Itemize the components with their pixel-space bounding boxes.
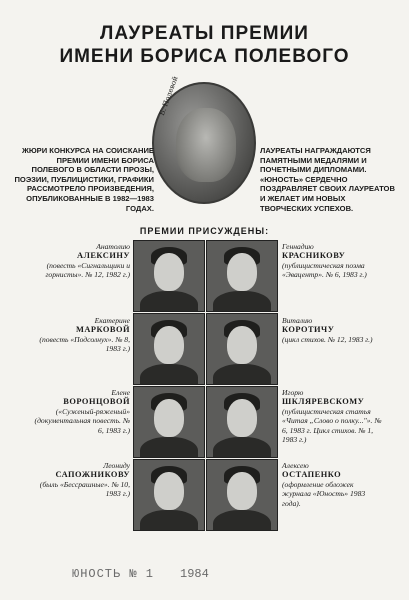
laureate-first-name: Анатолию — [96, 242, 130, 251]
laureate-description: (оформление обложек журнала «Юность» 1983 года). — [282, 479, 366, 508]
laureate-surname: КРАСНИКОВУ — [282, 251, 346, 261]
photo-shoulders — [140, 510, 198, 531]
laureate-photo — [133, 459, 205, 531]
laureate-surname: ОСТАПЕНКО — [282, 470, 342, 480]
laureate-photo — [206, 386, 278, 458]
photo-face — [154, 399, 184, 437]
laureate-surname: АЛЕКСИНУ — [77, 251, 130, 261]
laureate-first-name: Леониду — [103, 461, 130, 470]
laureate-surname: ШКЛЯРЕВСКОМУ — [282, 397, 365, 407]
laureate-photo — [133, 313, 205, 385]
title-line-2: ИМЕНИ БОРИСА ПОЛЕВОГО — [59, 46, 350, 67]
laureate-first-name: Екатерине — [94, 316, 130, 325]
awarded-heading: ПРЕМИИ ПРИСУЖДЕНЫ: — [139, 226, 270, 236]
laureate-surname: МАРКОВОЙ — [75, 325, 130, 335]
laureate-description: (повесть «Сигнальщики и горнисты». № 12, 1982 г.) — [45, 260, 130, 280]
laureate-surname: САПОЖНИКОВУ — [55, 470, 130, 480]
laureate-description: (публицистическая статья «Читая „Слово о полку..."». № 6, 1983 г. Цикл стихов. № 1, 1983 г.) — [282, 406, 382, 445]
laureate-caption — [282, 316, 382, 344]
intro-text-left: ЖЮРИ КОНКУРСА НА СОИСКАНИЕ ПРЕМИИ ИМЕНИ БОРИСА ПОЛЕВОГО В ОБЛАСТИ ПРОЗЫ, ПОЭЗИИ, ПУБЛИЦИСТИКИ, ГРАФИКИ РАССМОТРЕЛО ПРОИЗВЕДЕНИЯ, ОПУБЛИКОВАННЫЕ В 1982—1983 ГОДАХ. — [14, 146, 154, 213]
photo-shoulders — [140, 437, 198, 458]
photo-face — [154, 326, 184, 364]
laureate-caption — [282, 388, 382, 444]
laureate-description: (публицистическая поэма «Эвацентр». № 6, 1983 г.) — [282, 260, 367, 280]
laureate-caption — [282, 461, 382, 508]
laureate-first-name: Игорю — [282, 388, 304, 397]
laureate-photo — [133, 386, 205, 458]
laureate-photo — [206, 459, 278, 531]
intro-text-right: ЛАУРЕАТЫ НАГРАЖДАЮТСЯ ПАМЯТНЫМИ МЕДАЛЯМИ И ПОЧЕТНЫМИ ДИПЛОМАМИ. «ЮНОСТЬ» СЕРДЕЧНО ПОЗДРАВЛЯЕТ СВОИХ ЛАУРЕАТОВ И ЖЕЛАЕТ ИМ НОВЫХ ТВОРЧЕСКИХ УСПЕХОВ. — [260, 146, 395, 213]
photo-face — [154, 253, 184, 291]
photo-shoulders — [140, 364, 198, 385]
laureate-description: («Суженый-ряженый» (документальная повесть. № 6, 1983 г.) — [34, 406, 130, 435]
laureate-first-name: Елене — [111, 388, 130, 397]
library-stamp-year: 1984 — [180, 567, 209, 581]
laureate-caption — [30, 388, 130, 435]
laureate-caption — [30, 242, 130, 280]
laureate-photo — [133, 240, 205, 312]
laureate-surname: КОРОТИЧУ — [282, 325, 335, 335]
page-title — [0, 22, 409, 68]
medal-portrait-image — [152, 75, 256, 204]
photo-shoulders — [140, 291, 198, 312]
laureate-description: (быль «Бессрашные». № 10, 1983 г.) — [39, 479, 130, 499]
photo-face — [154, 472, 184, 510]
laureate-caption — [282, 242, 382, 280]
photo-shoulders — [213, 291, 271, 312]
laureate-caption — [30, 461, 130, 499]
laureate-surname: ВОРОНЦОВОЙ — [63, 397, 130, 407]
photo-face — [227, 399, 257, 437]
laureate-description: (повесть «Подсолнух». № 8, 1983 г.) — [39, 334, 130, 354]
laureate-first-name: Алексею — [282, 461, 309, 470]
laureate-caption — [30, 316, 130, 354]
title-line-1: ЛАУРЕАТЫ ПРЕМИИ — [100, 23, 309, 44]
photo-face — [227, 253, 257, 291]
photo-face — [227, 326, 257, 364]
photo-shoulders — [213, 364, 271, 385]
photo-shoulders — [213, 510, 271, 531]
medal-inscription: Б. Полевой — [158, 75, 180, 117]
photo-shoulders — [213, 437, 271, 458]
medal-face — [176, 108, 236, 182]
laureate-description: (цикл стихов. № 12, 1983 г.) — [282, 334, 373, 344]
laureate-first-name: Геннадию — [282, 242, 314, 251]
laureate-photo — [206, 313, 278, 385]
laureate-photo — [206, 240, 278, 312]
photo-face — [227, 472, 257, 510]
laureate-first-name: Виталию — [282, 316, 313, 325]
library-stamp: ЮНОСТЬ № 1 — [72, 567, 155, 581]
